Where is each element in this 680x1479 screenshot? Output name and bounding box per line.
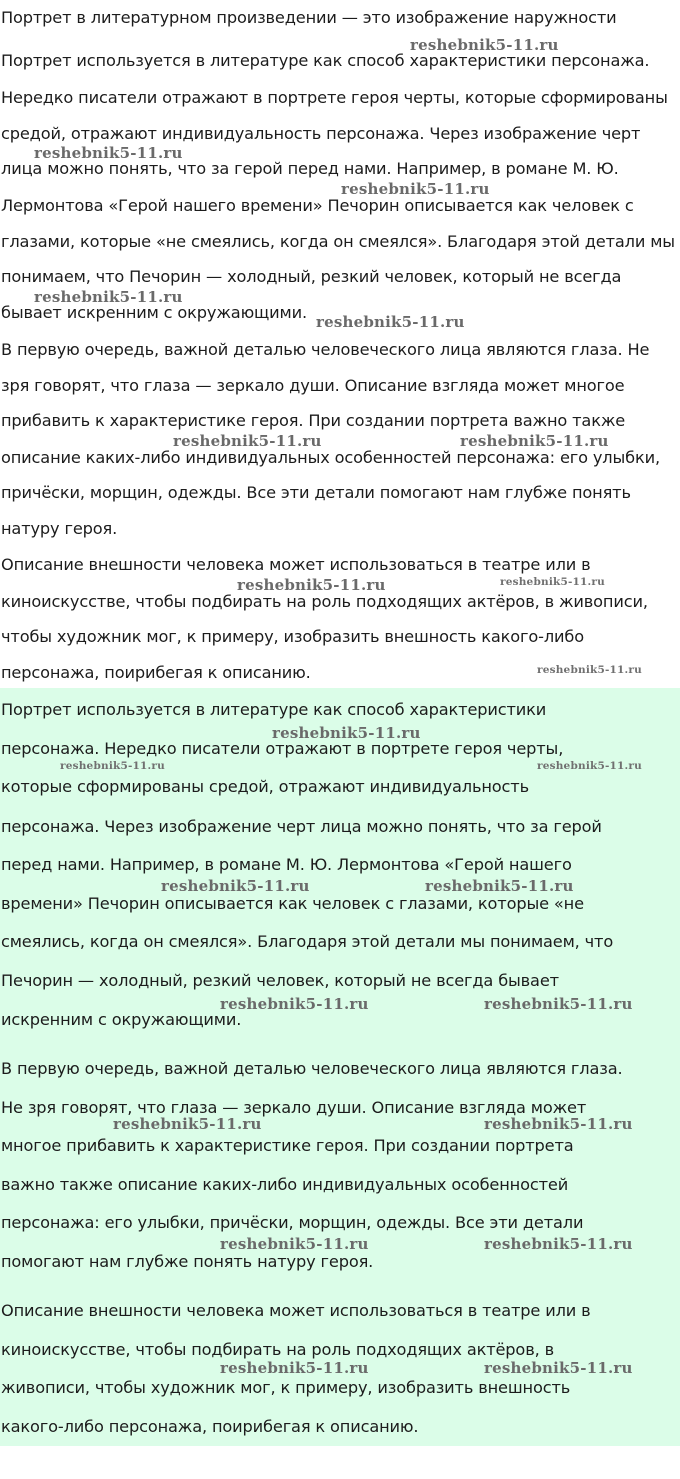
section1-line: зря говорят, что глаза — зеркало души. Описание взгляда может многое: [1, 376, 625, 395]
watermark: reshebnik5-11.ru: [537, 664, 642, 676]
watermark: reshebnik5-11.ru: [484, 995, 633, 1013]
highlighted-text-block: [0, 688, 680, 1446]
section2-line: времени» Печорин описывается как человек с глазами, которые «не: [1, 894, 584, 913]
section1-line: Лермонтова «Герой нашего времени» Печорин описывается как человек с: [1, 196, 634, 215]
section2-line: Портрет используется в литературе как способ характеристики: [1, 700, 547, 719]
section1-line: средой, отражают индивидуальность персонажа. Через изображение черт: [1, 124, 641, 143]
watermark: reshebnik5-11.ru: [316, 313, 465, 331]
section2-line: какого-либо персонажа, поирибегая к описанию.: [1, 1417, 419, 1436]
section2-line: В первую очередь, важной деталью человеческого лица являются глаза.: [1, 1059, 623, 1078]
watermark: reshebnik5-11.ru: [341, 180, 490, 198]
watermark: reshebnik5-11.ru: [484, 1235, 633, 1253]
section2-line: многое прибавить к характеристике героя. При создании портрета: [1, 1136, 574, 1155]
section1-line: описание каких-либо индивидуальных особенностей персонажа: его улыбки,: [1, 448, 660, 467]
section1-line: чтобы художник мог, к примеру, изобразить внешность какого-либо: [1, 627, 584, 646]
section2-line: персонажа. Через изображение черт лица можно понять, что за герой: [1, 817, 602, 836]
section1-line: персонажа, поирибегая к описанию.: [1, 663, 311, 682]
section2-line: персонажа: его улыбки, причёски, морщин, одежды. Все эти детали: [1, 1213, 584, 1232]
section1-line: лица можно понять, что за герой перед нами. Например, в романе М. Ю.: [1, 159, 619, 178]
watermark: reshebnik5-11.ru: [460, 432, 609, 450]
watermark: reshebnik5-11.ru: [60, 760, 165, 772]
section2-line: киноискусстве, чтобы подбирать на роль подходящих актёров, в: [1, 1340, 554, 1359]
section1-line: В первую очередь, важной деталью человеческого лица являются глаза. Не: [1, 340, 650, 359]
watermark: reshebnik5-11.ru: [113, 1115, 262, 1133]
watermark: reshebnik5-11.ru: [484, 1115, 633, 1133]
watermark: reshebnik5-11.ru: [34, 144, 183, 162]
section1-line: натуру героя.: [1, 519, 118, 538]
watermark: reshebnik5-11.ru: [410, 36, 559, 54]
section1-line: киноискусстве, чтобы подбирать на роль подходящих актёров, в живописи,: [1, 592, 648, 611]
watermark: reshebnik5-11.ru: [220, 1359, 369, 1377]
section2-line: искренним с окружающими.: [1, 1010, 242, 1029]
section2-line: важно также описание каких-либо индивидуальных особенностей: [1, 1175, 569, 1194]
section1-line: глазами, которые «не смеялись, когда он смеялся». Благодаря этой детали мы: [1, 232, 675, 251]
section1-line: Нередко писатели отражают в портрете героя черты, которые сформированы: [1, 88, 668, 107]
watermark: reshebnik5-11.ru: [173, 432, 322, 450]
section2-line: Печорин — холодный, резкий человек, который не всегда бывает: [1, 971, 559, 990]
section1-line: причёски, морщин, одежды. Все эти детали помогают нам глубже понять: [1, 483, 631, 502]
watermark: reshebnik5-11.ru: [220, 995, 369, 1013]
watermark: reshebnik5-11.ru: [500, 576, 605, 588]
watermark: reshebnik5-11.ru: [220, 1235, 369, 1253]
section2-line: живописи, чтобы художник мог, к примеру, изобразить внешность: [1, 1378, 571, 1397]
watermark: reshebnik5-11.ru: [425, 877, 574, 895]
watermark: reshebnik5-11.ru: [34, 288, 183, 306]
watermark: reshebnik5-11.ru: [272, 724, 421, 742]
watermark: reshebnik5-11.ru: [237, 576, 386, 594]
watermark: reshebnik5-11.ru: [484, 1359, 633, 1377]
section2-line: помогают нам глубже понять натуру героя.: [1, 1252, 374, 1271]
section1-line: Портрет используется в литературе как способ характеристики персонажа.: [1, 51, 650, 70]
section2-line: персонажа. Нередко писатели отражают в портрете героя черты,: [1, 739, 564, 758]
section1-line: Описание внешности человека может использоваться в театре или в: [1, 555, 591, 574]
section1-line: понимаем, что Печорин — холодный, резкий человек, который не всегда: [1, 267, 622, 286]
section1-line: бывает искренним с окружающими.: [1, 303, 307, 322]
original-text-block: [0, 0, 680, 688]
section2-line: смеялись, когда он смеялся». Благодаря этой детали мы понимаем, что: [1, 932, 614, 951]
watermark: reshebnik5-11.ru: [161, 877, 310, 895]
section2-line: перед нами. Например, в романе М. Ю. Лермонтова «Герой нашего: [1, 855, 572, 874]
intro-title: Портрет в литературном произведении — это изображение наружности: [1, 8, 617, 27]
section2-line: которые сформированы средой, отражают индивидуальность: [1, 777, 529, 796]
section2-line: Описание внешности человека может использоваться в театре или в: [1, 1301, 591, 1320]
watermark: reshebnik5-11.ru: [537, 760, 642, 772]
section2-line: Не зря говорят, что глаза — зеркало души. Описание взгляда может: [1, 1098, 587, 1117]
section1-line: прибавить к характеристике героя. При создании портрета важно также: [1, 411, 626, 430]
